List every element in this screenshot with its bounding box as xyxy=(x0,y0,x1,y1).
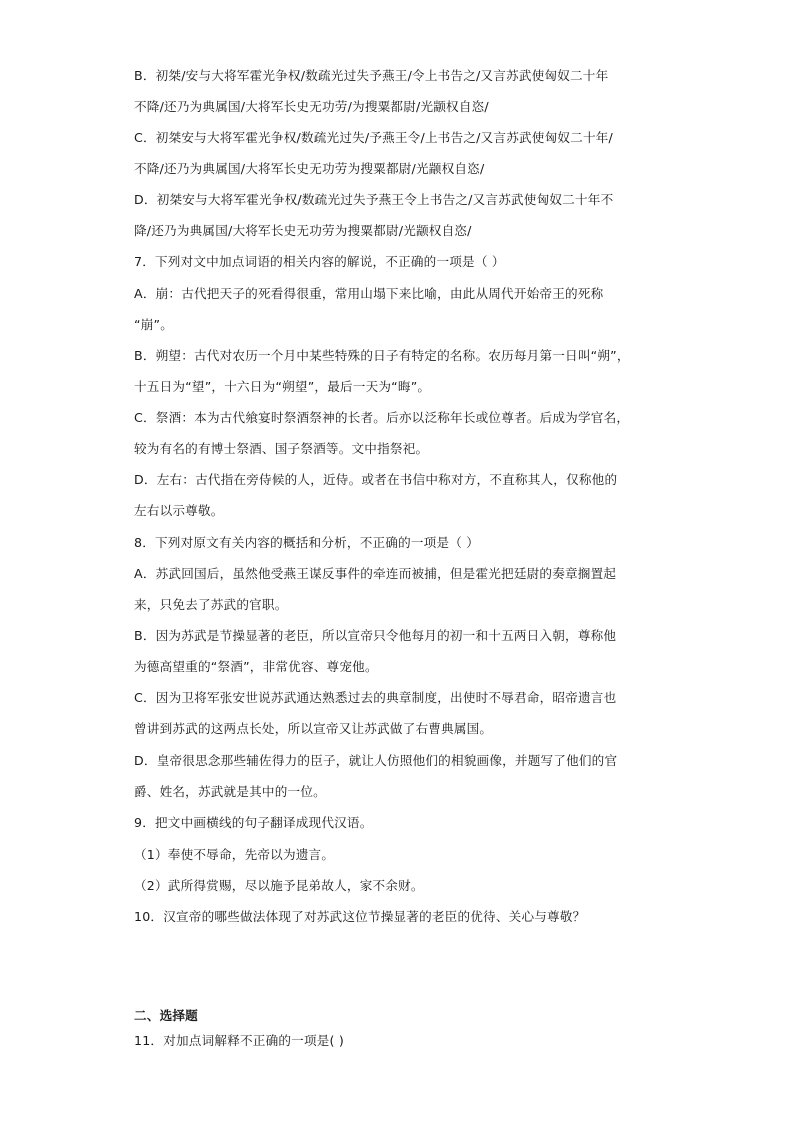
q8-option-d-line-1: D．皇帝很思念那些辅佐得力的臣子，就让人仿照他们的相貌画像，并题写了他们的官 xyxy=(134,753,618,768)
q7-option-b-line-1: B．朔望：古代对农历一个月中某些特殊的日子有特定的名称。农历每月第一日叫“朔”， xyxy=(134,348,630,363)
q7-option-c-line-2: 较为有名的有博士祭酒、国子祭酒等。文中指祭祀。 xyxy=(134,441,429,456)
q7-option-a-line-1: A．崩：古代把天子的死看得很重，常用山塌下来比喻，由此从周代开始帝王的死称 xyxy=(134,286,604,301)
section-heading: 二、选择题 xyxy=(134,1008,198,1023)
option-d-line-2: 降/还乃为典属国/大将军长史无功劳为搜粟都尉/光颛权自恣/ xyxy=(134,223,472,238)
q7-option-c-line-1: C．祭酒：本为古代飨宴时祭酒祭神的长者。后亦以泛称年长或位尊者。后成为学官名， xyxy=(134,410,630,425)
q9-part-1: （1）奉使不辱命，先帝以为遗言。 xyxy=(134,847,335,862)
q8-option-b-line-1: B．因为苏武是节操显著的老臣，所以宣帝只令他每月的初一和十五两日入朝，尊称他 xyxy=(134,628,617,643)
option-c-line-2: 不降/还乃为典属国/大将军长史无功劳为搜粟都尉/光颛权自恣/ xyxy=(134,161,485,176)
option-d-line-1: D．初桀安与大将军霍光争权/数疏光过失予燕王令上书告之/又言苏武使匈奴二十年不 xyxy=(134,192,614,207)
question-9: 9．把文中画横线的句子翻译成现代汉语。 xyxy=(134,815,373,830)
option-c-line-1: C．初桀安与大将军霍光争权/数疏光过失/予燕王令/上书告之/又言苏武使匈奴二十年/ xyxy=(134,130,613,145)
q7-option-b-line-2: 十五日为“望”，十六日为“朔望”，最后一天为“晦”。 xyxy=(134,379,431,394)
question-11: 11．对加点词解释不正确的一项是( ) xyxy=(134,1033,344,1048)
question-10: 10．汉宣帝的哪些做法体现了对苏武这位节操显著的老臣的优待、关心与尊敬？ xyxy=(134,909,586,924)
q7-option-d-line-1: D．左右：古代指在旁侍候的人，近侍。或者在书信中称对方，不直称其人，仅称他的 xyxy=(134,472,618,487)
q7-option-a-line-2: “崩”。 xyxy=(134,317,174,332)
q8-option-d-line-2: 爵、姓名，苏武就是其中的一位。 xyxy=(134,784,326,799)
q8-option-a-line-2: 来，只免去了苏武的官职。 xyxy=(134,597,288,612)
q8-option-b-line-2: 为德高望重的“祭酒”，非常优容、尊宠他。 xyxy=(134,659,378,674)
question-7: 7．下列对文中加点词语的相关内容的解说，不正确的一项是（ ） xyxy=(134,254,505,269)
q9-part-2: （2）武所得赏赐，尽以施予昆弟故人，家不余财。 xyxy=(134,878,424,893)
q8-option-c-line-1: C．因为卫将军张安世说苏武通达熟悉过去的典章制度，出使时不辱君命，昭帝遗言也 xyxy=(134,690,617,705)
question-8: 8．下列对原文有关内容的概括和分析，不正确的一项是（ ） xyxy=(134,535,480,550)
option-b-line-2: 不降/还乃为典属国/大将军长史无功劳/为搜粟都尉/光颛权自恣/ xyxy=(134,99,489,114)
q8-option-a-line-1: A．苏武回国后，虽然他受燕王谋反事件的牵连而被捕，但是霍光把廷尉的奏章搁置起 xyxy=(134,566,617,581)
q8-option-c-line-2: 曾讲到苏武的这两点长处，所以宣帝又让苏武做了右曹典属国。 xyxy=(134,721,493,736)
q7-option-d-line-2: 左右以示尊敬。 xyxy=(134,503,224,518)
option-b-line-1: B．初桀/安与大将军霍光争权/数疏光过失予燕王/令上书告之/又言苏武使匈奴二十年 xyxy=(134,68,609,83)
